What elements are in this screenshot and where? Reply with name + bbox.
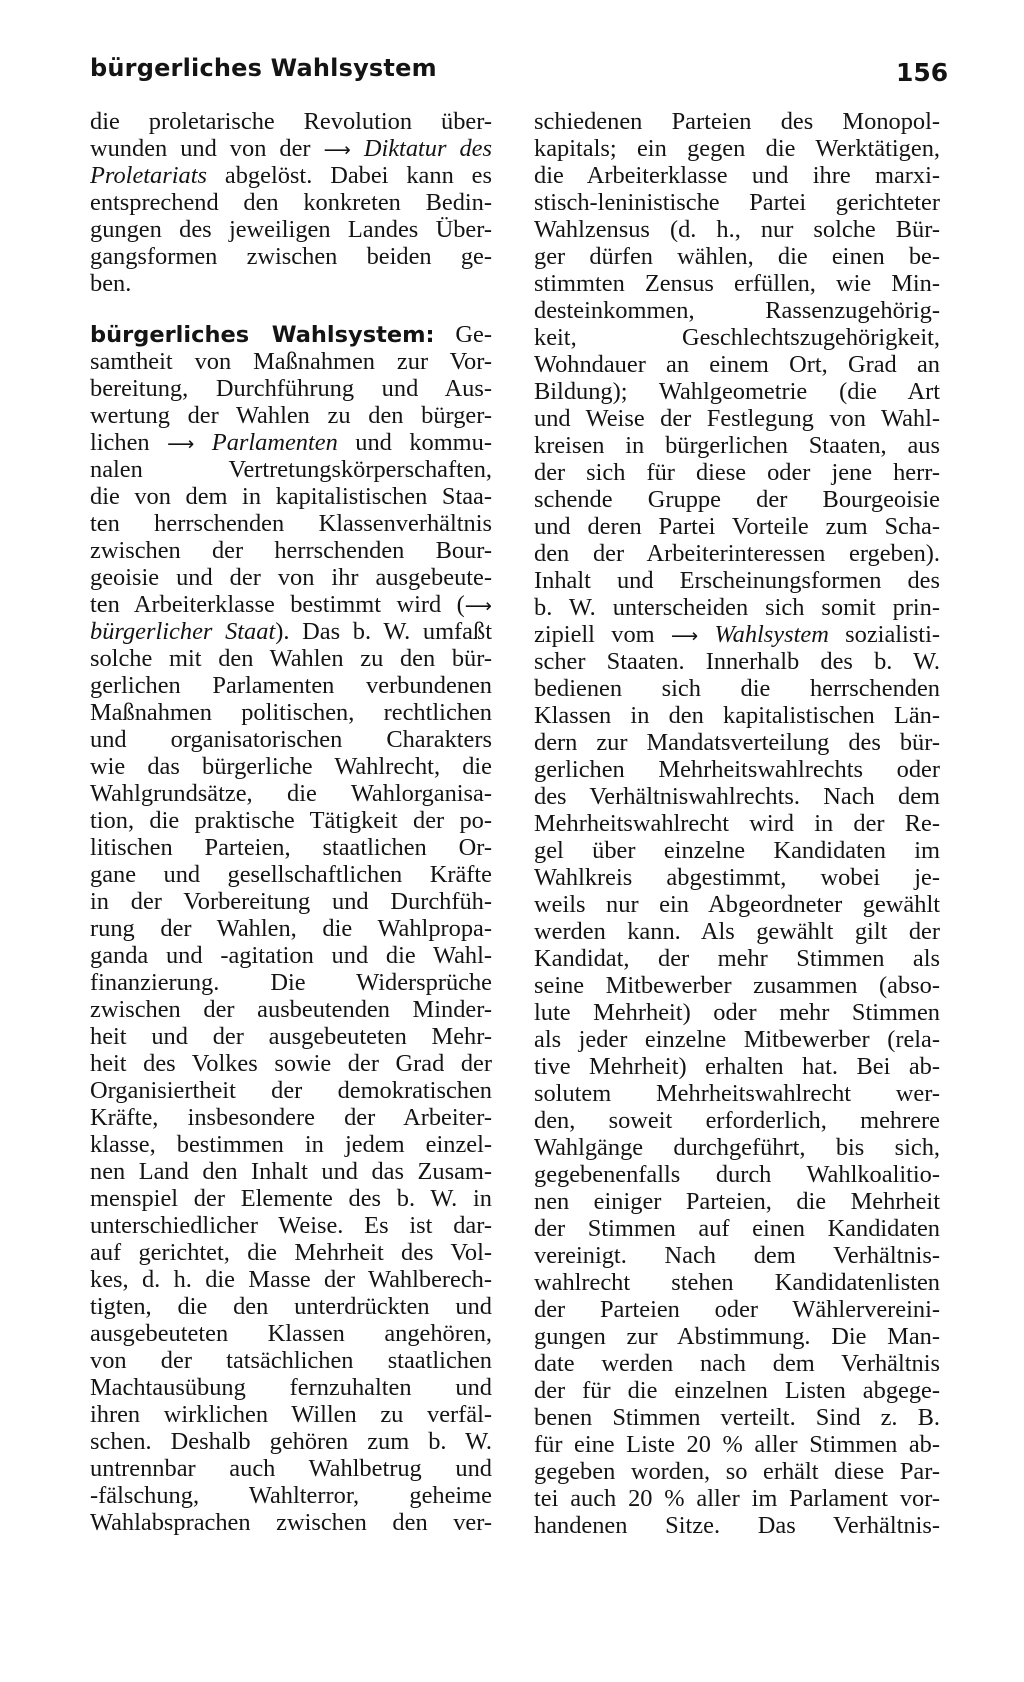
text-line: zwischen der ausbeutenden Minder- — [90, 996, 492, 1023]
text-line: von der tatsächlichen staatlichen — [90, 1347, 492, 1374]
cross-reference-link[interactable]: Parlamenten — [211, 429, 338, 456]
text-line: der Stimmen auf einen Kandidaten — [534, 1215, 940, 1242]
text-line: gungen zur Abstimmung. Die Man- — [534, 1323, 940, 1350]
text-line: Mehrheitswahlrecht wird in der Re- — [534, 810, 940, 837]
text-line: kreisen in bürgerlichen Staaten, aus — [534, 432, 940, 459]
text-line: wahlrecht stehen Kandidatenlisten — [534, 1269, 940, 1296]
text-line: nen Land den Inhalt und das Zusam- — [90, 1158, 492, 1185]
text-line: solutem Mehrheitswahlrecht wer- — [534, 1080, 940, 1107]
text-line: ten herrschenden Klassenverhältnis — [90, 510, 492, 537]
text-line: scher Staaten. Innerhalb des b. W. — [534, 648, 940, 675]
cross-reference-arrow-icon: ⟶ — [464, 595, 492, 617]
text-line: und organisatorischen Charakters — [90, 726, 492, 753]
text-line: und Weise der Festlegung von Wahl- — [534, 405, 940, 432]
text-line: kapitals; ein gegen die Werktätigen, — [534, 135, 940, 162]
cross-reference-link[interactable]: Diktatur des — [363, 135, 492, 162]
text-line: menspiel der Elemente des b. W. in — [90, 1185, 492, 1212]
text-line: Machtausübung fernzuhalten und — [90, 1374, 492, 1401]
text-line: finanzierung. Die Widersprüche — [90, 969, 492, 996]
text-line: entsprechend den konkreten Bedin- — [90, 189, 492, 216]
text-line: gegeben worden, so erhält diese Par- — [534, 1458, 940, 1485]
text-line: auf gerichtet, die Mehrheit des Vol- — [90, 1239, 492, 1266]
text-line: Wahlkreis abgestimmt, wobei je- — [534, 864, 940, 891]
text-line: ben. — [90, 270, 132, 297]
text-line: nen einiger Parteien, die Mehrheit — [534, 1188, 940, 1215]
text-line: für eine Liste 20 % aller Stimmen ab- — [534, 1431, 940, 1458]
text-line: gerlichen Mehrheitswahlrechts oder — [534, 756, 940, 783]
text-line: samtheit von Maßnahmen zur Vor- — [90, 348, 492, 375]
text-line: Wahlzensus (d. h., nur solche Bür- — [534, 216, 940, 243]
text-line: schende Gruppe der Bourgeoisie — [534, 486, 940, 513]
text-line: nalen Vertretungskörperschaften, — [90, 456, 492, 483]
text-line: klasse, bestimmen in jedem einzel- — [90, 1131, 492, 1158]
text-line: den der Arbeiterinteressen ergeben). — [534, 540, 940, 567]
text-line: Kandidat, der mehr Stimmen als — [534, 945, 940, 972]
text-line: gel über einzelne Kandidaten im — [534, 837, 940, 864]
text-line: ten Arbeiterklasse bestimmt wird (⟶ — [90, 591, 492, 618]
text-line: schiedenen Parteien des Monopol- — [534, 108, 940, 135]
text-line: den, soweit erforderlich, mehrere — [534, 1107, 940, 1134]
entry-headword: bürgerliches Wahlsystem: — [90, 322, 435, 348]
text-line: keit, Geschlechtszugehörigkeit, — [534, 324, 940, 351]
text-line: unterschiedlicher Weise. Es ist dar- — [90, 1212, 492, 1239]
cross-reference-arrow-icon: ⟶ — [670, 625, 699, 647]
text-line: zwischen der herrschenden Bour- — [90, 537, 492, 564]
text-line: Wohndauer an einem Ort, Grad an — [534, 351, 940, 378]
text-line: stimmten Zensus erfüllen, wie Min- — [534, 270, 940, 297]
text-line: bürgerlicher Staat). Das b. W. umfaßt — [90, 618, 492, 645]
text-line: geoisie und der von ihr ausgebeute- — [90, 564, 492, 591]
text-line: werden kann. Als gewählt gilt der — [534, 918, 940, 945]
text-line: Wahlgrundsätze, die Wahlorganisa- — [90, 780, 492, 807]
text-line: der für die einzelnen Listen abgege- — [534, 1377, 940, 1404]
text-line: solche mit den Wahlen zu den bür- — [90, 645, 492, 672]
text-line: tive Mehrheit) erhalten hat. Bei ab- — [534, 1053, 940, 1080]
text-line: heit und der ausgebeuteten Mehr- — [90, 1023, 492, 1050]
text-line: untrennbar auch Wahlbetrug und — [90, 1455, 492, 1482]
text-line: ausgebeuteten Klassen angehören, — [90, 1320, 492, 1347]
text-line: der Parteien oder Wählervereini- — [534, 1296, 940, 1323]
text-line: der sich für diese oder jene herr- — [534, 459, 940, 486]
text-line: heit des Volkes sowie der Grad der — [90, 1050, 492, 1077]
text-line: Proletariats abgelöst. Dabei kann es — [90, 162, 492, 189]
text-line: tion, die praktische Tätigkeit der po- — [90, 807, 492, 834]
text-line: Wahlgänge durchgeführt, bis sich, — [534, 1134, 940, 1161]
text-line: -fälschung, Wahlterror, geheime — [90, 1482, 492, 1509]
text-line: wunden und von der ⟶ Diktatur des — [90, 135, 492, 162]
text-line: gungen des jeweiligen Landes Über- — [90, 216, 492, 243]
text-line: Kräfte, insbesondere der Arbeiter- — [90, 1104, 492, 1131]
text-line: bedienen sich die herrschenden — [534, 675, 940, 702]
text-line: seine Mitbewerber zusammen (abso- — [534, 972, 940, 999]
text-line: die proletarische Revolution über- — [90, 108, 492, 135]
left-column — [90, 108, 492, 1536]
text-line: dern zur Mandatsverteilung des bür- — [534, 729, 940, 756]
text-line: gerlichen Parlamenten verbundenen — [90, 672, 492, 699]
text-line: tei auch 20 % aller im Parlament vor- — [534, 1485, 940, 1512]
text-line: ger dürfen wählen, die einen be- — [534, 243, 940, 270]
text-line: die von dem in kapitalistischen Staa- — [90, 483, 492, 510]
text-line: lute Mehrheit) oder mehr Stimmen — [534, 999, 940, 1026]
text-line: die Arbeiterklasse und ihre marxi- — [534, 162, 940, 189]
text-line: wie das bürgerliche Wahlrecht, die — [90, 753, 492, 780]
running-head: bürgerliches Wahlsystem — [90, 54, 437, 82]
cross-reference-link[interactable]: Wahlsystem — [714, 621, 829, 648]
text-line: lichen ⟶ Parlamenten und kommu- — [90, 429, 492, 456]
text-line: Bildung); Wahlgeometrie (die Art — [534, 378, 940, 405]
text-line: schen. Deshalb gehören zum b. W. — [90, 1428, 492, 1455]
text-line: bereitung, Durchführung und Aus- — [90, 375, 492, 402]
text-line: tigten, die den unterdrückten und — [90, 1293, 492, 1320]
text-line: date werden nach dem Verhältnis — [534, 1350, 940, 1377]
text-line: gegebenenfalls durch Wahlkoalitio- — [534, 1161, 940, 1188]
text-line: Klassen in den kapitalistischen Län- — [534, 702, 940, 729]
text-line: kes, d. h. die Masse der Wahlberech- — [90, 1266, 492, 1293]
text-line: b. W. unterscheiden sich somit prin- — [534, 594, 940, 621]
text-line: ihren wirklichen Willen zu verfäl- — [90, 1401, 492, 1428]
text-line: ganda und -agitation und die Wahl- — [90, 942, 492, 969]
text-line: Inhalt und Erscheinungsformen des — [534, 567, 940, 594]
text-line: stisch-leninistische Partei gerichteter — [534, 189, 940, 216]
text-line: benen Stimmen verteilt. Sind z. B. — [534, 1404, 940, 1431]
page-number: 156 — [896, 58, 949, 87]
text-line: und deren Partei Vorteile zum Scha- — [534, 513, 940, 540]
text-line: weils nur ein Abgeordneter gewählt — [534, 891, 940, 918]
text-line: gane und gesellschaftlichen Kräfte — [90, 861, 492, 888]
text-line: des Verhältniswahlrechts. Nach dem — [534, 783, 940, 810]
text-line: litischen Parteien, staatlichen Or- — [90, 834, 492, 861]
text-line: Wahlabsprachen zwischen den ver- — [90, 1509, 492, 1536]
right-column — [534, 108, 940, 1539]
text-line: in der Vorbereitung und Durchfüh- — [90, 888, 492, 915]
cross-reference-link[interactable]: Proletariats — [90, 162, 207, 189]
text-line: desteinkommen, Rassenzugehörig- — [534, 297, 940, 324]
text-line: Organisiertheit der demokratischen — [90, 1077, 492, 1104]
text-line: Maßnahmen politischen, rechtlichen — [90, 699, 492, 726]
entry-separator — [90, 297, 492, 321]
text-line: als jeder einzelne Mitbewerber (rela- — [534, 1026, 940, 1053]
text-line: rung der Wahlen, die Wahlpropa- — [90, 915, 492, 942]
cross-reference-arrow-icon: ⟶ — [323, 139, 351, 161]
cross-reference-arrow-icon: ⟶ — [167, 433, 195, 455]
cross-reference-link[interactable]: bürgerlicher Staat — [90, 618, 276, 645]
text-line: vereinigt. Nach dem Verhältnis- — [534, 1242, 940, 1269]
text-line: gangsformen zwischen beiden ge- — [90, 243, 492, 270]
text-line: wertung der Wahlen zu den bürger- — [90, 402, 492, 429]
text-line: handenen Sitze. Das Verhältnis- — [534, 1512, 940, 1539]
text-line: zipiell vom ⟶ Wahlsystem sozialisti- — [534, 621, 940, 648]
text-line: bürgerliches Wahlsystem: Ge- — [90, 321, 492, 348]
